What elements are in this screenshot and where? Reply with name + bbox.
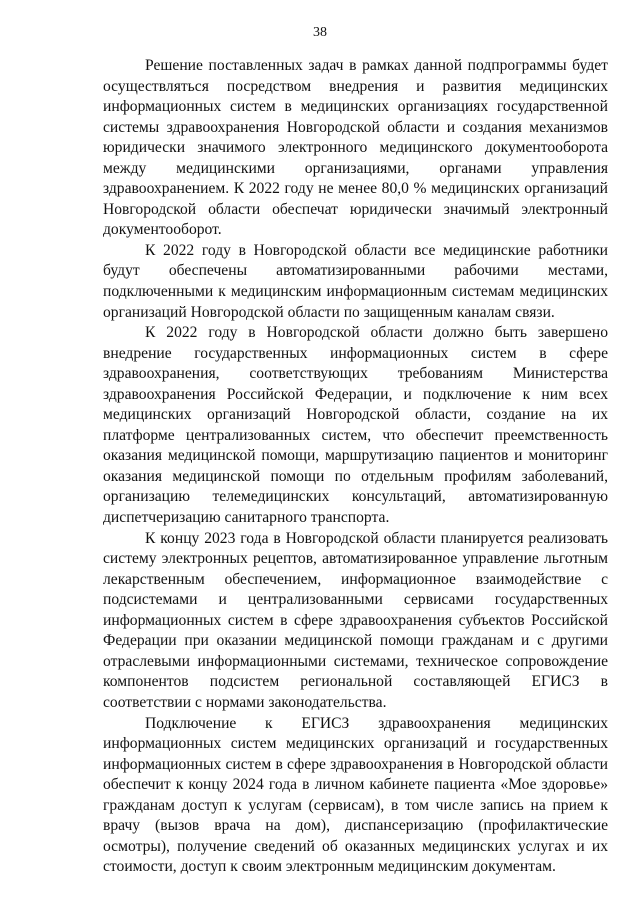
paragraph: К 2022 году в Новгородской области должно быть завершено внедрение государственных информационных систем в сфере здравоохранения, соответствующих требованиям Министерства здравоохранения Российской Федерации, и подключение к ним всех медицинских организаций Новгородской области, создание на их платформе централизованных систем, что обеспечит преемственность оказания медицинской помощи, маршрутизацию пациентов и мониторинг оказания медицинской помощи по отдельным профилям заболеваний, организацию телемедицинских консультаций, автоматизированную диспетчеризацию санитарного транспорта.	[103, 324, 608, 527]
paragraph: Решение поставленных задач в рамках данной подпрограммы будет осуществляться посредством внедрения и развития медицинских информационных систем в медицинских организациях государственной системы здравоохранения Новгородской области и создания механизмов юридически значимого электронного медицинского документооборота между медицинскими организациями, органами управления здравоохранением. К 2022 году не менее 80,0 % медицинских организаций Новгородской области обеспечат юридически значимый электронный документооборот.	[103, 57, 608, 239]
document-body	[103, 56, 608, 878]
page-number: 38	[313, 25, 327, 40]
paragraph: К 2022 году в Новгородской области все медицинские работники будут обеспечены автоматизированными рабочими местами, подключенными к медицинским информационным системам медицинских организаций Новгородской области по защищенным каналам связи.	[103, 241, 608, 321]
paragraph: Подключение к ЕГИСЗ здравоохранения медицинских информационных систем медицинских организаций и государственных информационных систем в сфере здравоохранения в Новгородской области обеспечит к концу 2024 года в личном кабинете пациента «Мое здоровье» гражданам доступ к услугам (сервисам), в том числе запись на прием к врачу (вызов врача на дом), диспансеризацию (профилактические осмотры), получение сведений об оказанных медицинских услугах и их стоимости, доступ к своим электронным медицинским документам.	[103, 714, 608, 876]
paragraph: К концу 2023 года в Новгородской области планируется реализовать систему электронных рецептов, автоматизированное управление льготным лекарственным обеспечением, информационное взаимодействие с подсистемами и централизованными сервисами государственных информационных систем в сфере здравоохранения субъектов Российской Федерации при оказании медицинской помощи гражданам и с другими отраслевыми информационными системами, техническое сопровождение компонентов подсистем региональной составляющей ЕГИСЗ в соответствии с нормами законодательства.	[103, 529, 608, 711]
